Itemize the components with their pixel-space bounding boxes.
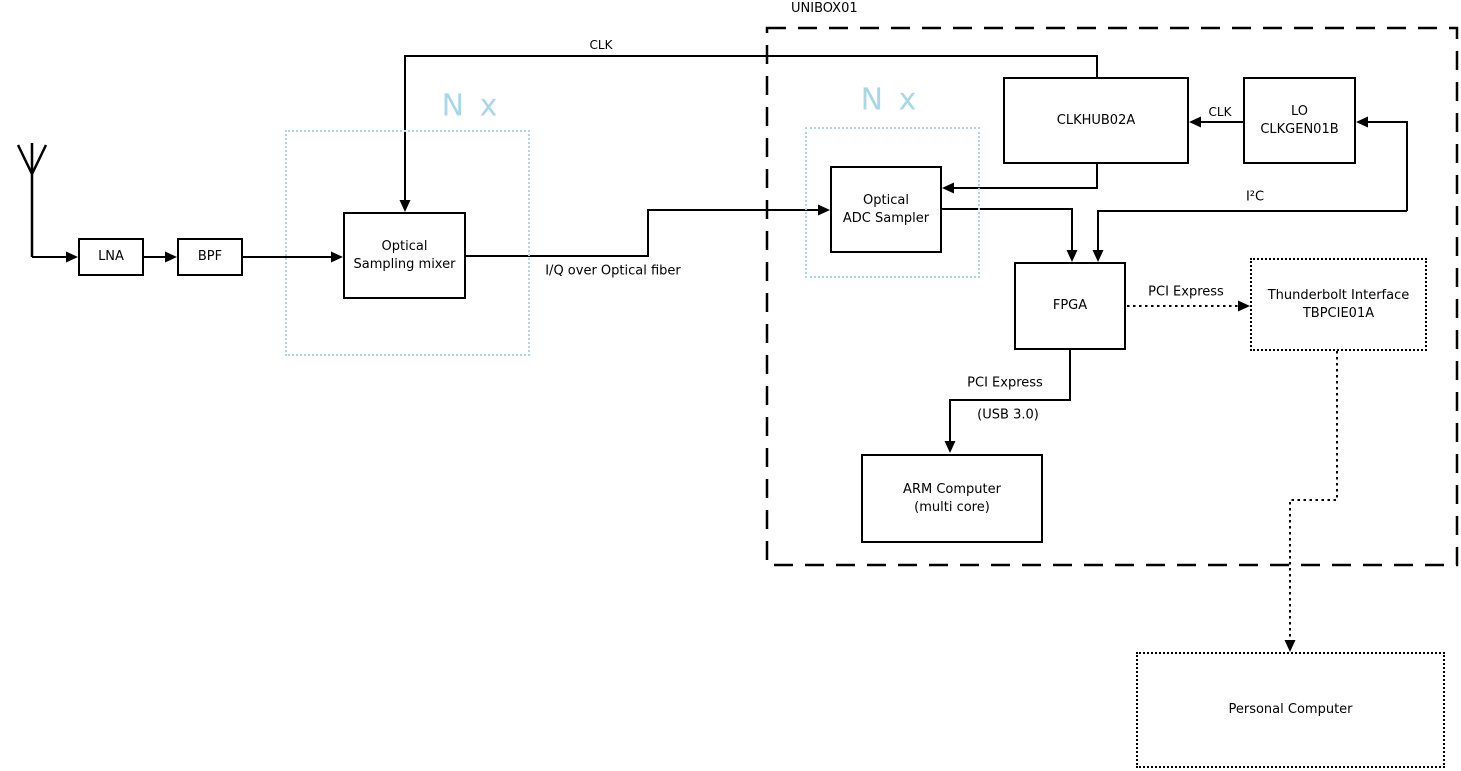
wire-fpga-to-arm [950,350,1070,442]
wire-label-usb30: (USB 3.0) [977,407,1039,423]
block-clkhub02a-label: CLKHUB02A [1056,112,1136,128]
block-optical-sampling-mixer-label-line2: Sampling mixer [353,256,456,272]
wire-i2c-to-lo [1367,122,1407,211]
block-arm-computer-label-line1: ARM Computer [903,481,1001,497]
block-personal-computer-label: Personal Computer [1228,702,1353,718]
wire-thunderbolt-to-pc [1290,351,1337,641]
wire-i2c-to-fpga [1098,211,1407,251]
nx-left-label: N x [441,88,501,124]
block-optical-sampling-mixer-label-line1: Optical [381,238,428,254]
block-lna [78,238,144,276]
wire-label-i2c: I²C [1245,189,1265,205]
block-clkhub02a [1003,77,1189,164]
block-personal-computer [1136,652,1445,768]
wire-label-clk-master: CLK [589,38,613,52]
block-bpf [177,238,243,276]
block-thunderbolt-label-line2: TBPCIE01A [1302,305,1375,321]
block-fpga [1014,262,1126,350]
block-lna-label: LNA [98,249,124,265]
wire-label-pci-express-arm: PCI Express [967,375,1043,391]
block-lo-clkgen01b [1243,77,1356,164]
wire-label-pci-express-thunderbolt: PCI Express [1148,284,1224,300]
nx-right-label: N x [860,82,920,118]
wire-label-clk-lo: CLK [1208,105,1232,119]
block-arm-computer-label-line2: (multi core) [914,499,990,515]
wire-label-iq-fiber: I/Q over Optical fiber [545,263,681,279]
block-arm-computer [861,454,1043,543]
block-lo-clkgen01b-label-line1: LO [1290,103,1308,119]
antenna-icon [18,143,46,257]
block-optical-adc-sampler-label-line1: Optical [863,192,909,208]
unibox01-group-label: UNIBOX01 [791,1,858,16]
block-optical-adc-sampler-label-line2: ADC Sampler [842,210,930,226]
block-optical-adc-sampler [830,166,942,253]
block-lo-clkgen01b-label-line2: CLKGEN01B [1260,121,1339,137]
block-thunderbolt-interface [1250,258,1427,351]
block-thunderbolt-label-line1: Thunderbolt Interface [1267,287,1410,303]
block-fpga-label: FPGA [1052,298,1088,314]
block-bpf-label: BPF [197,249,223,265]
block-optical-sampling-mixer [343,212,466,299]
